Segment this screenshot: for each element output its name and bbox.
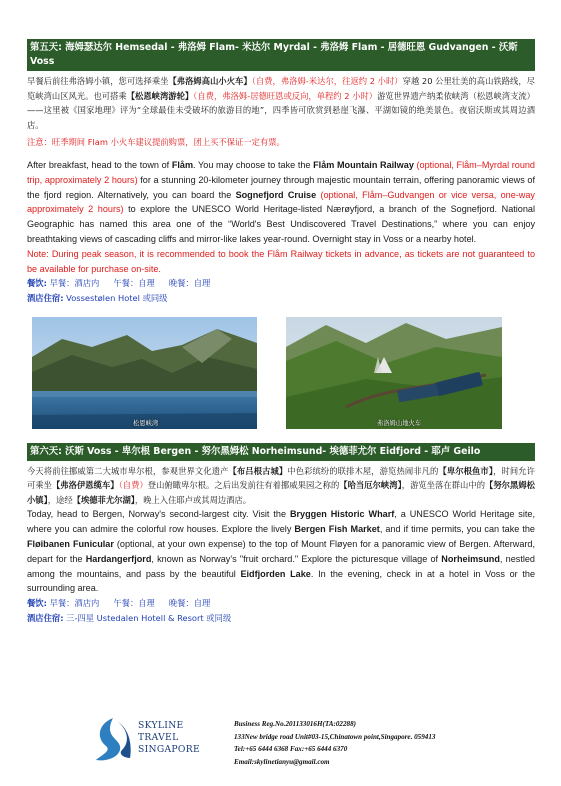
day5-english-note: Note: During peak season, it is recommended to book the Flåm Railway tickets in advance, as tickets are not guaranteed to be available for purchase on-site. — [27, 248, 535, 274]
day6-hotel: 酒店住宿: 三-四星 Ustedalen Hotell & Resort 或同级 — [27, 612, 232, 623]
fjord-illustration — [32, 317, 257, 429]
day5-chinese-note: 注意：旺季期间 Flam 小火车建议提前购票，团上买不保证一定有票。 — [27, 137, 285, 148]
skyline-logo-icon — [92, 716, 134, 764]
company-phone: Tel:+65 6444 6368 Fax:+65 6444 6370 — [234, 745, 348, 754]
flam-railway-photo — [286, 317, 502, 429]
day6-english-description: Today, head to Bergen, Norway's second-largest city. Visit the Bryggen Historic Wharf, a UNESCO World Heritage site, where you can admire the colorful row houses. Explore the lively Bergen Fish Market, and if time permits, you can take the Fløibanen Funicular (optional, at your own expense) to the top of Mount Fløyen for a panoramic view of Bergen. Afterward, depart for the Hardangerfjord, known as Norway’s "fruit orchard." Explore the picturesque village of Norheimsund, nestled among the mountains, and pass by the beautiful Eidfjorden Lake. In the evening, check in at a hotel in Voss or the surrounding area. — [27, 509, 535, 594]
company-email: Email:skylinetianyu@gmail.com — [234, 757, 330, 766]
company-contact — [234, 718, 435, 768]
sognefjord-photo — [32, 317, 257, 429]
company-footer — [0, 714, 561, 774]
day5-title: 第五天: 海姆瑟达尔 Hemsedal - 弗洛姆 Flam- 米达尔 Myrdal - 弗洛姆 Flam - 居德旺恩 Gudvangen - 沃斯 Voss — [27, 39, 535, 71]
day5-photos — [27, 317, 535, 435]
photo-caption-right: 弗洛姆山地火车 — [377, 419, 422, 427]
day6-chinese-description: 今天将前往挪威第二大城市卑尔根，参观世界文化遗产【布吕根古城】中色彩缤纷的联排木屋，游览热闹非凡的【卑尔根鱼市】，时间允许可乘坐【弗洛伊恩缆车】（自费）登山俯瞰卑尔根。之后出发前往有着挪威果园之称的【哈当厄尔峡湾】，游览坐落在群山中的【努尔黑姆松小镇】，途经【埃德菲尤尔湖】，晚上入住耶卢或其周边酒店。 — [27, 465, 535, 505]
brand-name: SKYLINE TRAVEL SINGAPORE — [138, 720, 200, 755]
day5-chinese-description: 早餐后前往弗洛姆小镇，您可选择乘坐【弗洛姆高山小火车】（自费，弗洛姆-米达尔，往返约 2 小时）穿越 20 公里壮美的高山铁路线，尽览峡湾山区风光。也可搭乘【松恩峡湾游轮】（自费，弗洛姆-居德旺恩或反向，单程约 2 小时）游览世界遗产纳柔依峡湾（松恩峡湾支流）——这里被《国家地理》评为“全球最佳未受破坏的旅游目的地”，四季皆可欣赏到悬崖飞瀑、平湖如镜的绝美景色。夜宿沃斯或其周边酒店。 — [27, 76, 535, 130]
mountain-train-illustration — [286, 317, 502, 429]
day6-meals: 餐饮: 早餐：酒店内 午餐：自理 晚餐：自理 — [27, 598, 211, 609]
day5-english-description: After breakfast, head to the town of Flåm. You may choose to take the Flåm Mountain Railway (optional, Flåm–Myrdal round trip, approximately 2 hours) for a stunning 20-kilometer journey through majestic mountain terrain, offering panoramic views of the fjord region. Alternatively, you can board the Sognefjord Cruise (optional, Flåm–Gudvangen or vice versa, one-way approximately 2 hours) to explore the UNESCO World Heritage-listed Nærøyfjord, a branch of the Sognefjord. National Geographic has named this area one of the “World's Best Undiscovered Travel Destinations,” where you can enjoy breathtaking views of cascading cliffs and mirror-like lakes year-round. Overnight stay in Voss or a nearby hotel. — [27, 159, 536, 244]
company-address: 133New bridge road Unit#03-15,Chinatown point,Singapore. 059413 — [234, 732, 436, 741]
photo-caption-left: 松恩峡湾 — [133, 419, 159, 427]
business-reg: Business Reg.No.201133016H(TA:02288) — [234, 720, 356, 728]
day6-title: 第六天: 沃斯 Voss - 卑尔根 Bergen - 努尔黑姆松 Norheimsund- 埃德菲尤尔 Eidfjord - 耶卢 Geilo — [27, 443, 535, 461]
itinerary-page — [27, 0, 535, 625]
day5-meals: 餐饮: 早餐：酒店内 午餐：自理 晚餐：自理 — [27, 278, 211, 289]
day5-hotel: 酒店住宿: Vossestølen Hotel 或同级 — [27, 292, 168, 303]
